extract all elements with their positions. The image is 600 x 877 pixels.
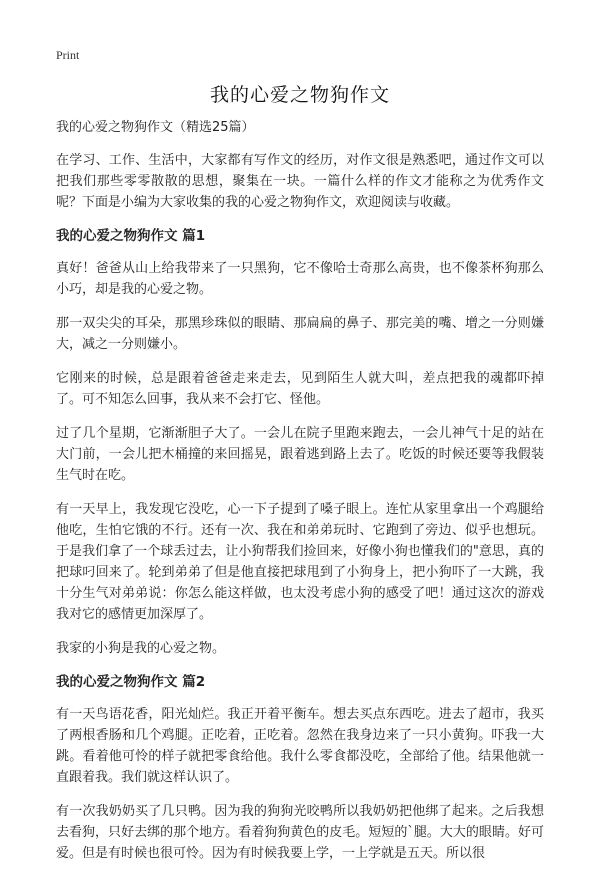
paragraph: 过了几个星期，它渐渐胆子大了。一会儿在院子里跑来跑去，一会儿神气十足的站在大门前，一会儿把木桶撞的来回摇晃，跟着逃到路上去了。吃饭的时候还要等我假装生气时在吃。	[56, 426, 544, 483]
page-title: 我的心爱之物狗作文	[209, 84, 390, 106]
paragraph: 那一双尖尖的耳朵，那黑珍珠似的眼睛、那扁扁的鼻子、那完美的嘴、增之一分则嫌大，减之一分则嫌小。	[56, 316, 544, 352]
intro-paragraph: 在学习、工作、生活中，大家都有写作文的经历，对作文很是熟悉吧，通过作文可以把我们那些零零散散的思想，聚集在一块。一篇什么样的作文才能称之为优秀作文呢？下面是小编为大家收集的我的心爱之物狗作文，欢迎阅读与收藏。	[56, 153, 544, 210]
section-heading-2: 我的心爱之物狗作文 篇2	[56, 674, 206, 690]
print-link[interactable]: Print	[56, 48, 80, 62]
paragraph: 它刚来的时候，总是跟着爸爸走来走去，见到陌生人就大叫，差点把我的魂都吓掉了。可不知怎么回事，我从来不会打它、怪他。	[56, 371, 544, 407]
paragraph: 有一次我奶奶买了几只鸭。因为我的狗狗光咬鸭所以我奶奶把他绑了起来。之后我想去看狗，只好去绑的那个地方。看着狗狗黄色的皮毛。短短的`腿。大大的眼睛。好可爱。但是有时候也很可怜。因为有时候我要上学，一上学就是五天。所以很	[56, 804, 544, 861]
article-body	[56, 118, 544, 877]
paragraph: 我家的小狗是我的心爱之物。	[56, 641, 226, 656]
paragraph: 有一天鸟语花香，阳光灿烂。我正开着平衡车。想去买点东西吃。进去了超市，我买了两根香肠和几个鸡腿。正吃着，正吃着。忽然在我身边来了一只小黄狗。吓我一大跳。看着他可怜的样子就把零食给他。我什么零食都没吃，全部给了他。结果他就一直跟着我。我们就这样认识了。	[56, 707, 544, 785]
section-heading-1: 我的心爱之物狗作文 篇1	[56, 228, 206, 244]
paragraph: 有一天早上，我发现它没吃，心一下子提到了嗓子眼上。连忙从家里拿出一个鸡腿给他吃，生怕它饿的不行。还有一次、我在和弟弟玩时、它跑到了旁边、似乎也想玩。于是我们拿了一个球丢过去，让小狗帮我们捡回来，好像小狗也懂我们的"意思，真的把球叼回来了。轮到弟弟了但是他直接把球甩到了小狗身上，把小狗吓了一大跳，我十分生气对弟弟说：你怎么能这样做，也太没考虑小狗的感受了吧！通过这次的游戏我对它的感情更加深厚了。	[56, 502, 544, 622]
article-subtitle: 我的心爱之物狗作文（精选25篇）	[56, 120, 255, 135]
paragraph: 真好！爸爸从山上给我带来了一只黑狗，它不像哈士奇那么高贵，也不像茶杯狗那么小巧，却是我的心爱之物。	[56, 261, 544, 297]
